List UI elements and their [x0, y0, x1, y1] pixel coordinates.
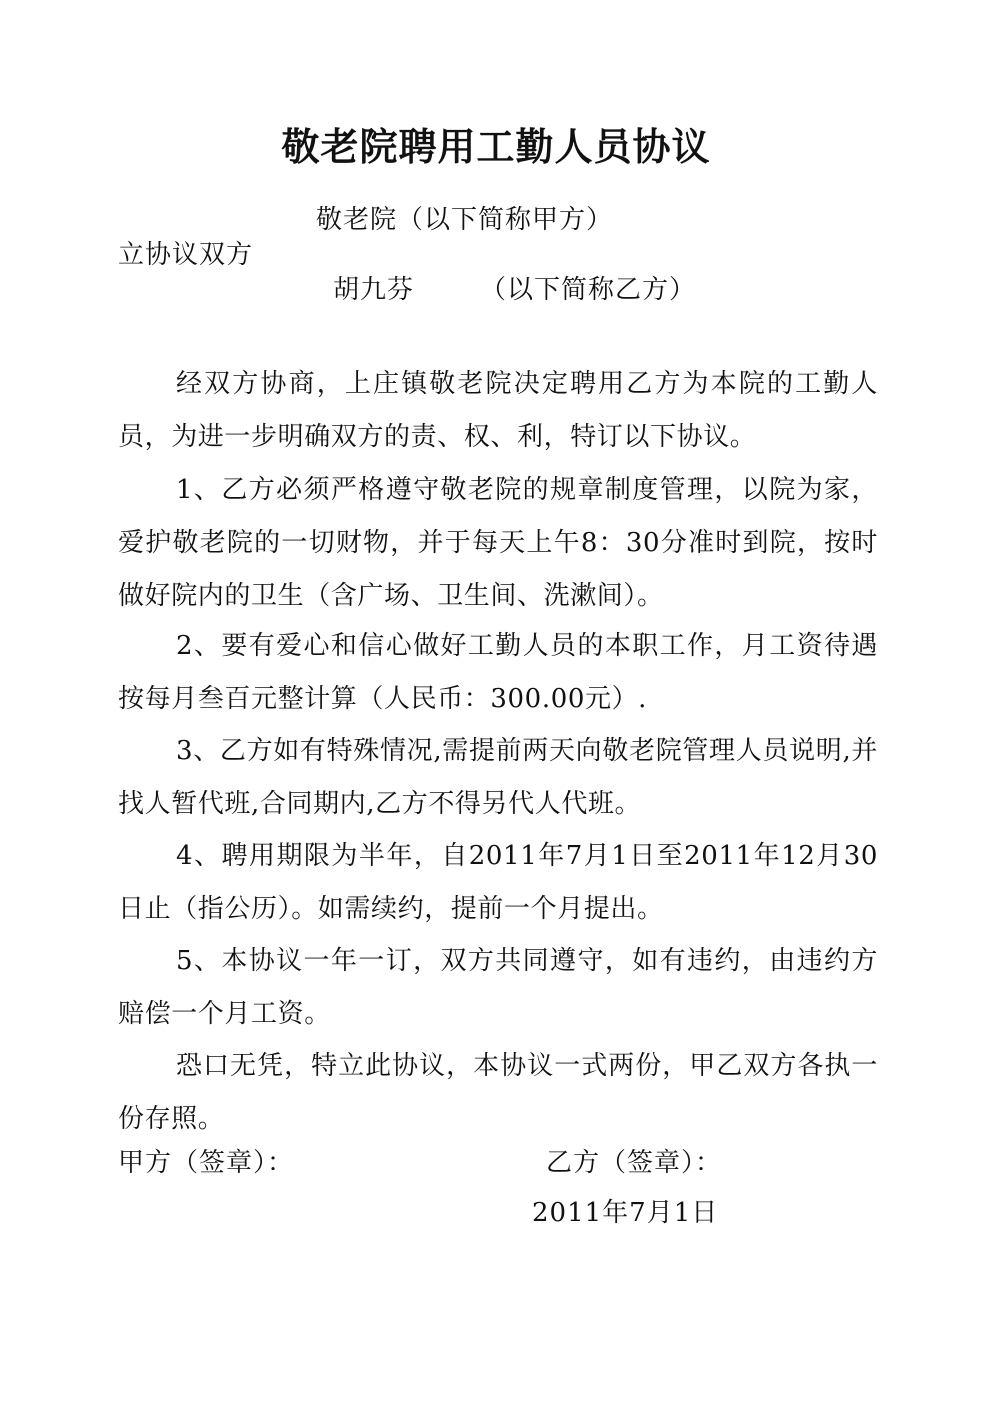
- party-b-name: 胡九芬: [333, 275, 415, 305]
- clause-1: 1、乙方必须严格遵守敬老院的规章制度管理，以院为家，爱护敬老院的一切财物，并于每天上午8：30分准时到院，按时做好院内的卫生（含广场、卫生间、洗漱间）。: [118, 475, 878, 611]
- party-b-signature-label: 乙方（签章）：: [546, 1148, 723, 1178]
- party-a-signature-label: 甲方（签章）：: [118, 1148, 295, 1178]
- signing-date: 2011年7月1日: [532, 1198, 719, 1228]
- clause-5: 5、本协议一年一订，双方共同遵守，如有违约，由违约方赔偿一个月工资。: [118, 946, 878, 1029]
- parties-label: 立协议双方: [118, 240, 254, 270]
- clause-2: 2、要有爱心和信心做好工勤人员的本职工作，月工资待遇按每月叁百元整计算（人民币：300.00元）.: [118, 631, 878, 714]
- party-a-line: 敬老院（以下简称甲方）: [316, 205, 614, 235]
- page-title: 敬老院聘用工勤人员协议: [281, 125, 711, 169]
- clause-3: 3、乙方如有特殊情况,需提前两天向敬老院管理人员说明,并找人暂代班,合同期内,乙方不得另代人代班。: [118, 736, 878, 819]
- party-b-note: （以下简称乙方）: [480, 275, 697, 305]
- intro-paragraph: 经双方协商，上庄镇敬老院决定聘用乙方为本院的工勤人员，为进一步明确双方的责、权、利，特订以下协议。: [118, 369, 878, 452]
- closing-paragraph: 恐口无凭，特立此协议，本协议一式两份，甲乙双方各执一份存照。: [118, 1051, 878, 1134]
- clause-4: 4、聘用期限为半年，自2011年7月1日至2011年12月30日止（指公历）。如需续约，提前一个月提出。: [118, 841, 878, 924]
